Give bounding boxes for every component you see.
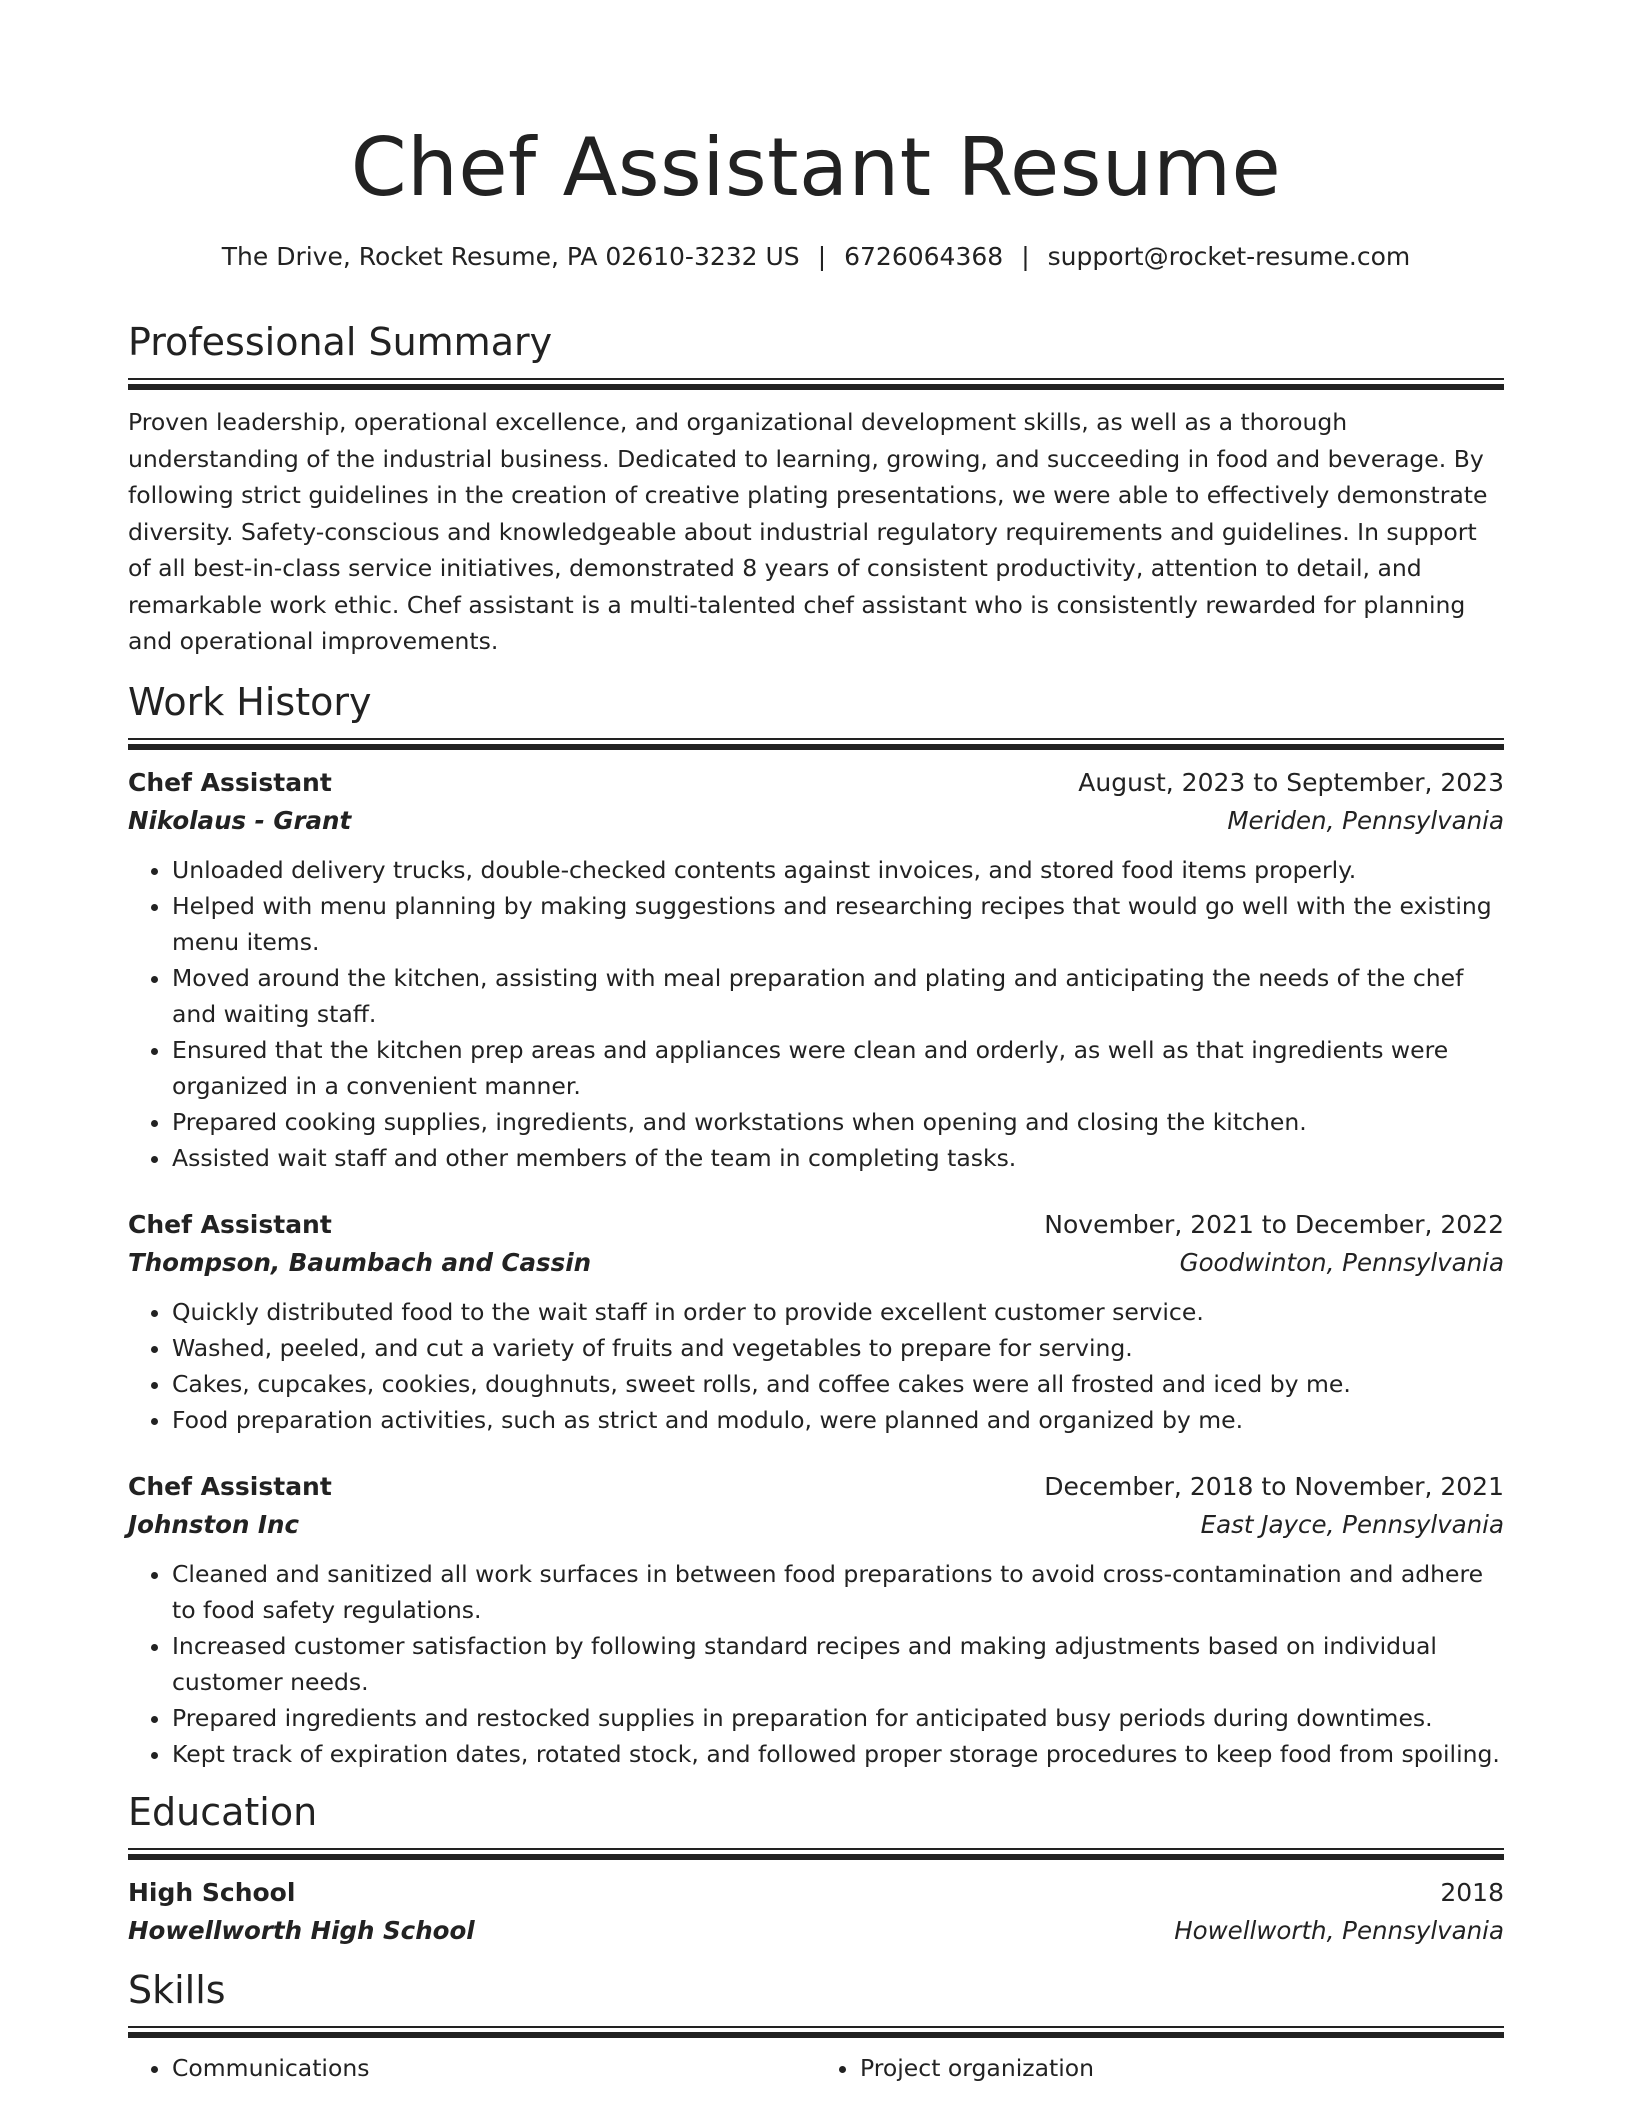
bullet-item: • Increased customer satisfaction by following standard recipes and making adjustments based on individual customer needs.	[172, 1628, 1504, 1700]
section-divider	[128, 1848, 1504, 1860]
bullet-item: • Quickly distributed food to the wait staff in order to provide excellent customer service.	[172, 1294, 1504, 1330]
job-dates: November, 2021 to December, 2022	[1044, 1209, 1504, 1239]
skill-item: • Project organization	[860, 2050, 1504, 2086]
bullet-item: • Helped with menu planning by making suggestions and researching recipes that would go well with the existing menu items.	[172, 888, 1504, 960]
job-entry	[128, 764, 1504, 1176]
bullet-item: • Cleaned and sanitized all work surfaces in between food preparations to avoid cross-contamination and adhere to food safety regulations.	[172, 1556, 1504, 1628]
skills-list-left	[128, 2050, 816, 2086]
section-heading-work-history: Work History	[128, 679, 372, 724]
contact-separator: |	[1021, 242, 1030, 271]
job-dates: August, 2023 to September, 2023	[1078, 767, 1504, 797]
job-title: Chef Assistant	[128, 1209, 332, 1239]
bullet-item: • Washed, peeled, and cut a variety of fruits and vegetables to prepare for serving.	[172, 1330, 1504, 1366]
job-bullets	[128, 1556, 1504, 1772]
section-divider	[128, 2026, 1504, 2038]
job-company: Johnston Inc	[128, 1509, 300, 1539]
work-history-section	[128, 678, 1504, 1772]
education-location: Howellworth, Pennsylvania	[1174, 1915, 1504, 1945]
job-company: Thompson, Baumbach and Cassin	[128, 1247, 592, 1277]
job-location: Meriden, Pennsylvania	[1227, 805, 1504, 835]
education-year: 2018	[1440, 1877, 1504, 1907]
section-divider	[128, 378, 1504, 390]
job-title: Chef Assistant	[128, 1471, 332, 1501]
summary-text: Proven leadership, operational excellence, and organizational development skills, as well as a thorough understanding of the industrial business. Dedicated to learning, growing, and succeeding in food and beverage. By following strict guidelines in the creation of creative plating presentations, we were able to effectively demonstrate diversity. Safety-conscious and knowledgeable about industrial regulatory requirements and guidelines. In support of all best-in-class service initiatives, demonstrated 8 years of consistent productivity, attention to detail, and remarkable work ethic. Chef assistant is a multi-talented chef assistant who is consistently rewarded for planning and operational improvements.	[128, 408, 1488, 655]
job-company: Nikolaus - Grant	[128, 805, 352, 835]
section-heading-skills: Skills	[128, 1967, 226, 2012]
job-title: Chef Assistant	[128, 767, 332, 797]
job-location: Goodwinton, Pennsylvania	[1179, 1247, 1504, 1277]
contact-phone: 6726064368	[844, 242, 1004, 271]
bullet-item: • Kept track of expiration dates, rotated stock, and followed proper storage procedures to keep food from spoiling.	[172, 1736, 1504, 1772]
job-bullets	[128, 1294, 1504, 1438]
bullet-item: • Unloaded delivery trucks, double-checked contents against invoices, and stored food items properly.	[172, 852, 1504, 888]
job-bullets	[128, 852, 1504, 1176]
skills-columns	[128, 2038, 1504, 2086]
education-degree: High School	[128, 1877, 296, 1907]
education-section	[128, 1788, 1504, 1950]
job-entry	[128, 1206, 1504, 1438]
section-divider	[128, 738, 1504, 750]
bullet-item: • Food preparation activities, such as strict and modulo, were planned and organized by me.	[172, 1402, 1504, 1438]
education-school: Howellworth High School	[128, 1915, 475, 1945]
section-heading-summary: Professional Summary	[128, 320, 553, 364]
contact-separator: |	[817, 242, 827, 271]
contact-email: support@rocket-resume.com	[1047, 242, 1411, 271]
skill-item: • Communications	[172, 2050, 816, 2086]
section-heading-education: Education	[128, 1789, 318, 1834]
bullet-item: • Prepared ingredients and restocked supplies in preparation for anticipated busy periods during downtimes.	[172, 1700, 1504, 1736]
bullet-item: • Moved around the kitchen, assisting with meal preparation and plating and anticipating the needs of the chef and waiting staff.	[172, 960, 1504, 1032]
summary-section	[128, 318, 1504, 660]
page-title: Chef Assistant Resume	[350, 121, 1282, 214]
contact-line	[128, 240, 1504, 274]
bullet-item: • Ensured that the kitchen prep areas and appliances were clean and orderly, as well as that ingredients were organized in a convenient manner.	[172, 1032, 1504, 1104]
bullet-item: • Cakes, cupcakes, cookies, doughnuts, sweet rolls, and coffee cakes were all frosted and iced by me.	[172, 1366, 1504, 1402]
job-dates: December, 2018 to November, 2021	[1044, 1471, 1504, 1501]
job-entry	[128, 1468, 1504, 1772]
contact-address: The Drive, Rocket Resume, PA 02610-3232 US	[221, 242, 800, 271]
bullet-item: • Prepared cooking supplies, ingredients, and workstations when opening and closing the kitchen.	[172, 1104, 1504, 1140]
skills-list-right	[816, 2050, 1504, 2086]
skills-section	[128, 1966, 1504, 2086]
education-entry	[128, 1874, 1504, 1950]
job-location: East Jayce, Pennsylvania	[1200, 1509, 1504, 1539]
bullet-item: • Assisted wait staff and other members of the team in completing tasks.	[172, 1140, 1504, 1176]
